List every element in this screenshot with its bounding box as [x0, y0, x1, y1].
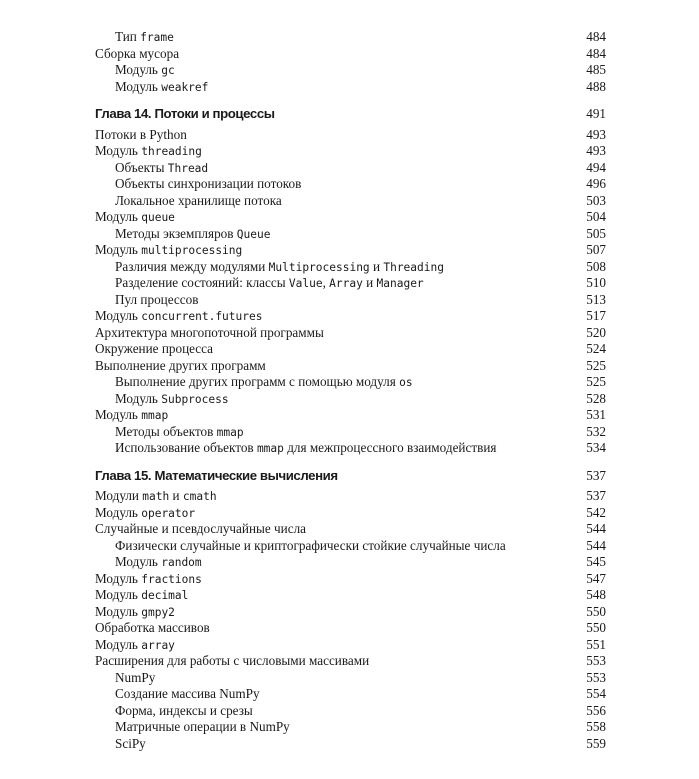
- toc-entry: [95, 142, 606, 159]
- toc-subentry: [115, 553, 606, 570]
- page-number: 510: [586, 275, 606, 290]
- title-text: и: [362, 275, 377, 290]
- entry-title: [95, 636, 175, 654]
- title-text: Модуль: [95, 504, 142, 520]
- toc-subentry: [115, 78, 606, 95]
- page-number: 547: [586, 570, 606, 586]
- title-text: Обработка массивов: [95, 620, 210, 635]
- toc-subentry: [115, 537, 606, 554]
- title-text: Архитектура многопоточной программы: [95, 324, 324, 340]
- entry-title: [115, 225, 270, 243]
- entry-title: [95, 603, 175, 621]
- entry-title: [115, 685, 260, 702]
- entry-title: [115, 553, 202, 571]
- page-number: 528: [586, 390, 606, 406]
- page-number: 548: [586, 587, 606, 602]
- page-number: 553: [586, 669, 606, 685]
- page-number: 550: [586, 620, 606, 635]
- entry-title: [95, 307, 262, 325]
- title-text: и: [169, 488, 183, 503]
- entry-title: [115, 78, 208, 96]
- page-number: 517: [586, 308, 606, 323]
- title-text: Объекты синхронизации потоков: [115, 176, 302, 191]
- title-text: Случайные и псевдослучайные числа: [95, 521, 307, 536]
- entry-title: [115, 373, 413, 391]
- title-text: Расширения для работы с числовыми массивами: [95, 653, 370, 668]
- toc-entry: [95, 504, 606, 521]
- title-text: Использование объектов: [115, 440, 257, 455]
- toc-entry: [95, 520, 606, 537]
- title-text: Модуль: [115, 78, 162, 94]
- title-text: Объекты: [115, 159, 168, 175]
- page-number: 524: [586, 341, 606, 356]
- title-text: Модуль: [95, 308, 142, 323]
- code-term: decimal: [141, 589, 189, 602]
- title-text: Пул процессов: [115, 291, 199, 307]
- toc-entry: [95, 208, 606, 225]
- title-text: Модуль: [95, 143, 142, 158]
- entry-title: [115, 718, 290, 735]
- page-number: 534: [586, 440, 606, 455]
- title-text: Модуль: [95, 407, 142, 422]
- page-number: 494: [586, 159, 606, 175]
- title-text: Модуль: [95, 209, 142, 224]
- toc-subentry: [115, 291, 606, 308]
- entry-title: [95, 340, 213, 357]
- title-text: Потоки в Python: [95, 126, 187, 142]
- toc-subentry: [115, 718, 606, 735]
- toc-subentry: [115, 373, 606, 390]
- code-term: math: [142, 490, 170, 503]
- page-number: 503: [586, 192, 606, 208]
- page-number: 525: [586, 374, 606, 389]
- toc-entry: [95, 307, 606, 324]
- title-text: SciPy: [115, 735, 146, 751]
- title-text: Сборка мусора: [95, 45, 180, 61]
- title-text: Модуль: [95, 242, 142, 257]
- chapter-heading: [95, 467, 606, 484]
- page-number: 513: [586, 291, 606, 307]
- code-term: Thread: [167, 161, 209, 175]
- page-number: 532: [586, 423, 606, 439]
- title-text: Форма, индексы и срезы: [115, 702, 253, 718]
- title-text: Модуль: [115, 62, 162, 77]
- chapter-heading: [95, 105, 606, 122]
- code-term: gc: [161, 64, 175, 77]
- entry-title: [115, 423, 244, 441]
- title-text: Методы экземпляров: [115, 225, 237, 241]
- entry-title: [95, 208, 175, 226]
- page-number: 508: [586, 258, 606, 274]
- title-text: Выполнение других программ с помощью модуля: [115, 374, 400, 389]
- title-text: Различия между модулями: [115, 258, 269, 274]
- page-number: 553: [586, 653, 606, 668]
- entry-title: [95, 357, 266, 374]
- toc-subentry: [115, 225, 606, 242]
- code-term: random: [161, 556, 202, 569]
- toc-subentry: [115, 390, 606, 407]
- code-term: array: [141, 638, 175, 652]
- page-number: 544: [586, 521, 606, 536]
- code-term: queue: [141, 211, 175, 224]
- code-term: Subprocess: [161, 392, 229, 406]
- entry-title: [115, 702, 253, 719]
- page-number: 556: [586, 702, 606, 718]
- entry-title: [95, 105, 275, 122]
- code-term: operator: [141, 506, 196, 520]
- title-text: Создание массива NumPy: [115, 686, 260, 701]
- title-text: Модуль: [115, 390, 162, 406]
- page-number: 484: [586, 29, 606, 44]
- entry-title: [95, 142, 202, 160]
- toc-subentry: [115, 423, 606, 440]
- title-text: Модули: [95, 488, 143, 503]
- title-text: ,: [322, 275, 330, 290]
- page-number: 496: [586, 176, 606, 191]
- title-text: Физически случайные и криптографически стойкие случайные числа: [115, 537, 506, 553]
- code-term: mmap: [256, 442, 284, 455]
- page-number: 525: [586, 357, 606, 373]
- page-number: 485: [586, 62, 606, 77]
- entry-title: [115, 61, 175, 79]
- title-text: Выполнение других программ: [95, 357, 266, 373]
- code-term: fractions: [141, 572, 202, 586]
- entry-title: [115, 735, 146, 752]
- entry-title: [115, 258, 444, 276]
- title-text: Модуль: [95, 587, 142, 602]
- toc-entry: [95, 406, 606, 423]
- code-term: mmap: [216, 425, 244, 439]
- entry-title: [95, 619, 210, 636]
- toc-subentry: [115, 159, 606, 176]
- title-text: Глава 15. Математические вычисления: [95, 467, 338, 483]
- entry-title: [95, 241, 242, 259]
- title-text: Локальное хранилище потока: [115, 192, 282, 208]
- entry-title: [95, 652, 369, 669]
- page-number: 545: [586, 554, 606, 569]
- entry-title: [115, 159, 208, 177]
- entry-title: [115, 669, 155, 686]
- entry-title: [95, 126, 187, 143]
- code-term: Value: [288, 277, 323, 290]
- page-number: 551: [586, 636, 606, 652]
- entry-title: [115, 439, 496, 457]
- toc-entry: [95, 586, 606, 603]
- toc-entry: [95, 487, 606, 504]
- title-text: Глава 14. Потоки и процессы: [95, 106, 275, 121]
- code-term: Multiprocessing: [268, 260, 370, 274]
- code-term: Queue: [236, 227, 271, 241]
- page-number: 554: [586, 686, 606, 701]
- entry-title: [115, 390, 229, 408]
- page-number: 544: [586, 537, 606, 553]
- title-text: Матричные операции в NumPy: [115, 719, 290, 734]
- toc-entry: [95, 619, 606, 636]
- toc-subentry: [115, 685, 606, 702]
- title-text: для межпроцессного взаимодействия: [283, 440, 497, 455]
- toc-entry: [95, 324, 606, 341]
- page-number: 507: [586, 242, 606, 257]
- code-term: cmath: [182, 490, 217, 503]
- entry-title: [95, 487, 217, 505]
- title-text: Тип: [115, 29, 141, 44]
- code-term: weakref: [161, 80, 209, 94]
- entry-title: [95, 406, 168, 424]
- toc-entry: [95, 241, 606, 258]
- code-term: Threading: [383, 260, 444, 274]
- toc-entry: [95, 652, 606, 669]
- toc-entry: [95, 357, 606, 374]
- toc-subentry: [115, 258, 606, 275]
- toc-subentry: [115, 175, 606, 192]
- code-term: concurrent.futures: [141, 310, 263, 323]
- code-term: Manager: [376, 277, 424, 290]
- toc-entry: [95, 636, 606, 653]
- code-term: frame: [140, 31, 174, 44]
- entry-title: [95, 570, 202, 588]
- title-text: Методы объектов: [115, 423, 217, 439]
- toc-subentry: [115, 439, 606, 456]
- title-text: Модуль: [115, 554, 162, 569]
- page-number: 491: [586, 106, 606, 121]
- entry-title: [95, 520, 306, 537]
- entry-title: [95, 586, 188, 604]
- title-text: Модуль: [95, 570, 142, 586]
- entry-title: [115, 291, 198, 308]
- page-number: 550: [586, 603, 606, 619]
- entry-title: [115, 274, 424, 292]
- page-number: 531: [586, 407, 606, 422]
- toc-entry: [95, 570, 606, 587]
- page-number: 537: [586, 467, 606, 483]
- page-number: 537: [586, 488, 606, 503]
- title-text: Модуль: [95, 636, 142, 652]
- code-term: Array: [329, 277, 363, 290]
- toc-subentry: [115, 735, 606, 752]
- toc-entry: [95, 45, 606, 62]
- toc-subentry: [115, 274, 606, 291]
- toc-subentry: [115, 669, 606, 686]
- page-number: 558: [586, 719, 606, 734]
- page-number: 488: [586, 78, 606, 94]
- entry-title: [95, 467, 338, 484]
- page-number: 504: [586, 209, 606, 224]
- toc-subentry: [115, 192, 606, 209]
- title-text: и: [369, 258, 384, 274]
- page-number: 520: [586, 324, 606, 340]
- code-term: threading: [141, 145, 202, 158]
- code-term: gmpy2: [141, 605, 175, 619]
- page-number: 559: [586, 735, 606, 751]
- code-term: os: [399, 376, 413, 389]
- entry-title: [95, 45, 179, 62]
- page-number: 484: [586, 45, 606, 61]
- code-term: multiprocessing: [141, 244, 243, 257]
- title-text: Окружение процесса: [95, 341, 214, 356]
- toc-entry: [95, 603, 606, 620]
- title-text: NumPy: [115, 669, 156, 685]
- entry-title: [115, 175, 301, 192]
- entry-title: [95, 504, 195, 522]
- page-number: 493: [586, 126, 606, 142]
- page-number: 505: [586, 225, 606, 241]
- page-number: 493: [586, 143, 606, 158]
- entry-title: [95, 324, 324, 341]
- entry-title: [115, 537, 506, 554]
- toc-subentry: [115, 61, 606, 78]
- title-text: Модуль: [95, 603, 142, 619]
- title-text: Разделение состояний: классы: [115, 275, 289, 290]
- toc-entry: [95, 126, 606, 143]
- toc-subentry: [115, 28, 606, 45]
- toc-subentry: [115, 702, 606, 719]
- code-term: mmap: [141, 409, 169, 422]
- page-number: 542: [586, 504, 606, 520]
- entry-title: [115, 28, 174, 46]
- entry-title: [115, 192, 282, 209]
- toc-entry: [95, 340, 606, 357]
